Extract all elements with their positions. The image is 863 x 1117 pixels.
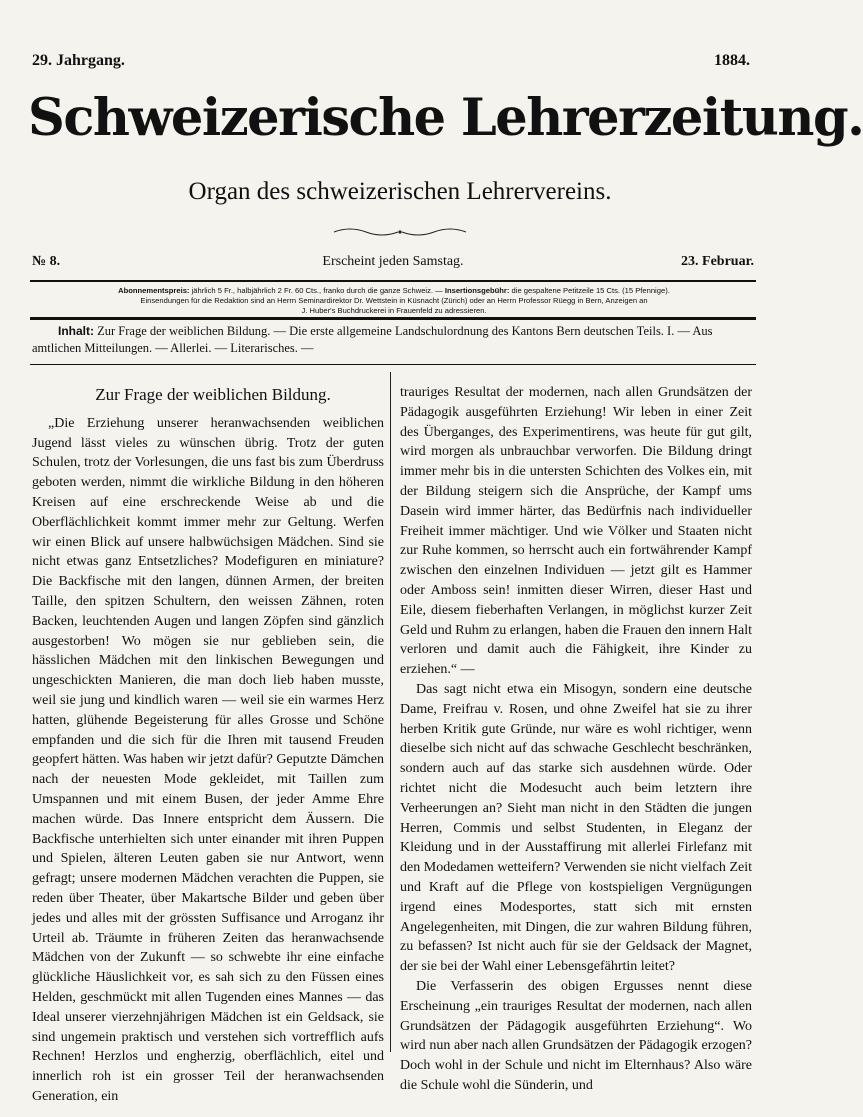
volume-label: 29. Jahrgang. bbox=[32, 52, 125, 69]
printer-address: J. Huber's Buchdruckerei in Frauenfeld zu adressieren. bbox=[301, 306, 487, 315]
insertion-fee: die gespaltene Petitzeile 15 Cts. (15 Pfennige). bbox=[511, 286, 670, 295]
subscription-price: jährlich 5 Fr., halbjährlich 2 Fr. 60 Cts., franko durch die ganze Schweiz. — bbox=[191, 286, 443, 295]
year-label: 1884. bbox=[714, 52, 750, 69]
top-line bbox=[32, 52, 750, 72]
article-title: Zur Frage der weiblichen Bildung. bbox=[95, 385, 331, 404]
subscription-label: Abonnementspreis: bbox=[118, 286, 190, 295]
article-column-left bbox=[32, 382, 384, 1104]
subscription-info bbox=[32, 286, 756, 316]
column-divider bbox=[390, 372, 391, 1052]
insertion-label: Insertionsgebühr: bbox=[444, 286, 510, 295]
contents-label: Inhalt: bbox=[58, 324, 94, 338]
header-rule-bottom bbox=[30, 317, 756, 320]
table-of-contents bbox=[32, 323, 754, 357]
article-paragraph: Die Verfasserin des obigen Ergusses nennt diese Erscheinung „ein trauriges Resultat der modernen, nach allen Grundsätzen der Pädagogik ausgeführten Erziehung“. Wo wird nun aber nach allen Grundsätzen der Pädagogik erzogen? Doch wohl in der Schule und nicht im Elternhaus? Also wäre die Schule wohl die Sünderin, und bbox=[400, 978, 752, 1093]
article-paragraph: trauriges Resultat der modernen, nach allen Grundsätzen der Pädagogik ausgeführten Erziehung! Wir leben in einer Zeit des Überganges, des Experimentirens, was heute für gut gilt, wird morgen als unbrauchbar verworfen. Die Bildung dringt immer mehr bis in die untersten Schichten des Volkes ein, mit der Bildung steigern sich die Ansprüche, der Kampf ums Dasein wird immer härter, das Bedürfnis nach individueller Freiheit immer mächtiger. Und wie Völker und Staaten nicht zur Ruhe kommen, so herrscht auch ein fortwährender Kampf zwischen den einzelnen Individuen — jetzt gilt es Hammer oder Amboss sein! inmitten dieser Wirren, dieser Hast und Eile, diesem fieberhaften Verlangen, in möglichst kurzer Zeit Geld und Ruhm zu erlangen, haben die Frauen den innern Halt verloren und damit auch die Fähigkeit, ihre Kinder zu erziehen.“ — bbox=[400, 385, 752, 678]
issue-line bbox=[32, 254, 754, 274]
masthead-subtitle: Organ des schweizerischen Lehrervereins. bbox=[188, 178, 612, 205]
article-column-right bbox=[400, 383, 752, 1093]
contents-text: Zur Frage der weiblichen Bildung. — Die erste allgemeine Landschulordnung des Kantons Bern deutschen Teils. I. — Aus amtlichen Mitteilungen. — Allerlei. — Literarisches. — bbox=[32, 324, 713, 355]
contents-rule bbox=[30, 364, 756, 365]
editors-address: Einsendungen für die Redaktion sind an Herrn Seminardirektor Dr. Wettstein in Küsnacht (Zürich) oder an Herrn Professor Rüegg in Bern, Anzeigen an bbox=[140, 296, 648, 305]
masthead-title: Schweizerische Lehrerzeitung. bbox=[28, 88, 863, 148]
issue-number: № 8. bbox=[32, 254, 61, 269]
ornament-divider bbox=[330, 224, 470, 238]
article-paragraph: „Die Erziehung unserer heranwachsenden weiblichen Jugend lässt vieles zu wünschen übrig. Trotz der guten Schulen, trotz der Vorlesungen, die uns fast bis zum Überdruss geboten werden, nimmt die wirkliche Bildung in den höheren Kreisen auf eine erschreckende Weise ab und die Oberflächlichkeit kommt immer mehr zur Geltung. Werfen wir einen Blick auf unsere halbwüchsigen Mädchen. Sind sie nicht etwas ganz Entsetzliches? Modefiguren en miniature? Die Backfische mit den langen, dünnen Armen, der breiten Taille, den spitzen Schultern, den weissen Zähnen, roten Backen, leuchtenden Augen und langen Zöpfen sind gänzlich ausgestorben! Wo mögen sie nur geblieben sein, die hässlichen Mädchen mit den linkischen Bewegungen und ungeschickten Manieren, die man doch lieb haben musste, weil sie jung und kindlich waren — weil sie ein warmes Herz hatten, glühende Begeisterung für alles Grosse und Schöne empfanden und die sich für die Ihren mit tausend Freuden geopfert hätten. Was haben wir jetzt dafür? Geputzte Dämchen nach der neuesten Mode gekleidet, mit Taillen zum Umspannen und mit einem Busen, der jeder Amme Ehre machen würde. Das Innere entspricht dem Äussern. Die Backfische unterhielten sich unter einander mit ihren Puppen und Spielen, älteren Leuten gaben sie nur Antwort, wenn gefragt; unsere modernen Mädchen verachten die Puppen, sie reden über Theater, über Makartsche Bilder und geben über jedes und alles mit der grössten Suffisance und Arroganz ihr Urteil ab. Träumte in früheren Zeiten das heranwachsende Mädchen von der Zukunft — so schwebte ihr eine einfache glückliche Häuslichkeit vor, es sah sich zu den Füssen eines Helden, geschmückt mit allen Tugenden eines Mannes — das Ideal unserer vierzehnjährigen Mädchen ist ein Geldsack, sie sind ungemein praktisch und verstehen sich vortrefflich aufs Rechnen! Herzlos und engherzig, oberflächlich, eitel und innerlich roh ist ein grosser Teil der heranwachsenden Generation, ein bbox=[32, 415, 384, 1104]
article-paragraph: Das sagt nicht etwa ein Misogyn, sondern eine deutsche Dame, Freifrau v. Rosen, und ohne Zweifel hat sie zu ihrer herben Kritik gute Gründe, nur wäre es wohl richtiger, wenn dieselbe sich nicht auf das schwache Geschlecht beschränken, sondern auch auf das starke sich ausdehnen würde. Oder richtet nicht die Modesucht auch beim letztern ihre Verheerungen an? Sieht man nicht in den Städten die jungen Herren, Commis und selbst Studenten, in Eleganz der Kleidung und in der Ausstaffirung mit allerlei Firlefanz mit den Modedamen wetteifern? Verwenden sie nicht vielfach Zeit und Kraft auf die Pflege von kostspieligen Vergnügungen irgend eines Modesportes, statt sich mit ernsten Angelegenheiten, mit Dingen, die zur wahren Bildung führen, zu befassen? Ist nicht auch für sie der Geldsack der Magnet, der sie bei der Wahl einer Lebensgefährtin leitet? bbox=[400, 681, 752, 975]
header-rule-top bbox=[30, 280, 756, 282]
issue-frequency: Erscheint jeden Samstag. bbox=[322, 254, 464, 269]
issue-date: 23. Februar. bbox=[681, 254, 754, 269]
